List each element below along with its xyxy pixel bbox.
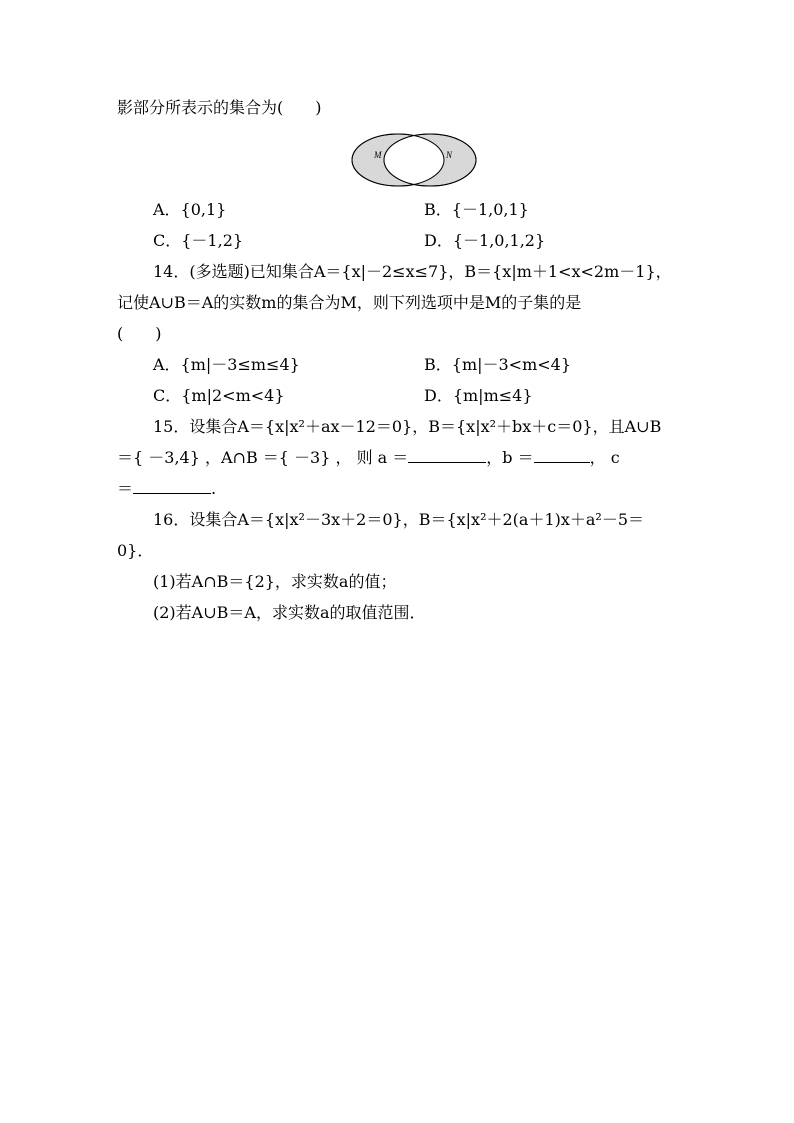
q15-line-2-part-a: ＝{ －3,4} ，A∩B ＝{ －3} ， 则 a ＝ (117, 448, 409, 467)
venn-label-n: N (446, 150, 453, 160)
q13-option-b: B．{－1,0,1} (424, 200, 529, 219)
q13-option-c: C．{－1,2} (153, 231, 244, 250)
q14-line-1: 14．(多选题)已知集合A＝{x|－2≤x≤7}，B＝{x|m＋1<x<2m－1}， (153, 262, 672, 281)
q13-option-d: D．{－1,0,1,2} (424, 231, 546, 250)
q15-blank-a (408, 447, 486, 463)
q15-blank-b (534, 447, 590, 463)
q16-line-2: 0}． (117, 541, 154, 560)
q15-blank-c (133, 478, 211, 494)
q15-line-1: 15．设集合A＝{x|x²＋ax－12＝0}，B＝{x|x²＋bx＋c＝0}，且A∪B (153, 417, 662, 436)
q13-option-a: A．{0,1} (153, 200, 227, 219)
venn-label-m: M (374, 150, 382, 160)
q16-sub-2: (2)若A∪B＝A，求实数a的取值范围． (153, 603, 426, 622)
q15-line-2-part-b: ，b ＝ (486, 448, 534, 467)
q15-line-3 (117, 478, 216, 500)
q14-option-b: B．{m|－3<m<4} (424, 355, 572, 374)
q15-line-3-part-b: . (211, 479, 217, 498)
q14-option-a: A．{m|－3≤m≤4} (153, 355, 300, 374)
q14-option-c: C．{m|2<m<4} (153, 386, 285, 405)
q15-line-2-part-c: ， c (589, 448, 620, 467)
q16-sub-1: (1)若A∩B＝{2}，求实数a的值； (153, 572, 397, 591)
q14-line-2: 记使A∪B＝A的实数m的集合为M，则下列选项中是M的子集的是 (117, 293, 582, 312)
venn-diagram (348, 130, 480, 190)
q14-line-3: ( ) (117, 324, 162, 343)
q15-line-3-part-a: ＝ (117, 479, 134, 498)
q14-option-d: D．{m|m≤4} (424, 386, 533, 405)
q15-line-2 (117, 447, 620, 469)
q16-line-1: 16．设集合A＝{x|x²－3x＋2＝0}，B＝{x|x²＋2(a＋1)x＋a²－5＝ (153, 510, 645, 529)
q13-stem-tail: 影部分所表示的集合为( ) (117, 98, 322, 117)
